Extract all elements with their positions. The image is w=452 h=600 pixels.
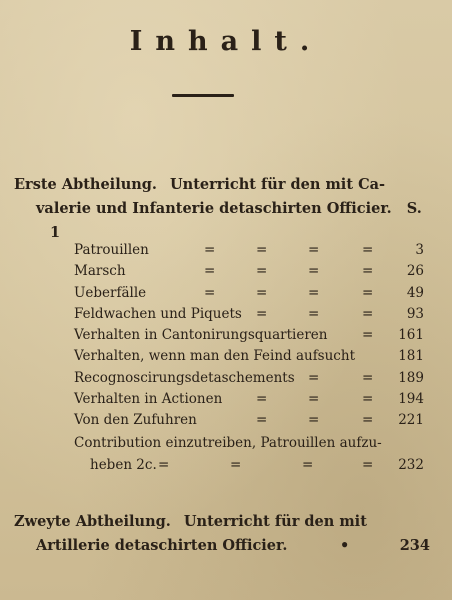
leader-mark: = — [256, 242, 268, 258]
toc-entry-page: 189 — [398, 369, 424, 386]
leader-mark: = — [308, 263, 320, 280]
toc-entry-last-line1: Contribution einzutreiben, Patrouillen aufzu- — [74, 434, 382, 451]
leader-mark: = — [362, 412, 374, 429]
leader-mark: = — [256, 391, 268, 408]
leader-mark: = — [256, 284, 268, 301]
title-rule — [172, 94, 234, 97]
page-title: Inhalt. — [129, 26, 323, 57]
toc-entry — [74, 325, 424, 346]
leader-mark: = — [362, 369, 374, 386]
toc-entry-page: 181 — [398, 348, 424, 365]
leader-mark: = — [230, 456, 242, 473]
toc-entry-list — [74, 240, 424, 432]
toc-entry-page: 26 — [406, 263, 424, 280]
leader-mark: = — [158, 456, 170, 473]
toc-entry — [74, 346, 424, 367]
toc-entry — [74, 240, 424, 261]
leader-mark: = — [204, 284, 216, 301]
leader-mark: = — [256, 305, 268, 322]
section-first-label: Erste Abtheilung. — [14, 176, 157, 193]
leader-mark: = — [308, 391, 320, 408]
toc-entry-title: Verhalten, wenn man den Feind aufsucht — [74, 348, 355, 365]
toc-entry — [74, 304, 424, 325]
toc-entry — [74, 283, 424, 304]
section-second-line2: Artillerie detaschirten Officier. — [36, 537, 288, 554]
leader-mark: = — [362, 391, 374, 408]
section-first-line2: valerie und Infanterie detaschirten Officier. — [36, 200, 392, 217]
toc-entry-page: 49 — [406, 284, 424, 301]
toc-entry — [74, 368, 424, 389]
leader-mark: = — [362, 284, 374, 301]
bullet-dot: • — [340, 537, 350, 554]
leader-mark: = — [204, 242, 216, 258]
leader-mark: = — [308, 305, 320, 322]
toc-entry-title: Feldwachen und Piquets — [74, 305, 242, 322]
leader-mark: = — [308, 369, 320, 386]
toc-entry-title: Verhalten in Cantonirungsquartieren — [74, 327, 328, 344]
section-second-heading — [14, 510, 444, 534]
toc-entry-page: 93 — [406, 305, 424, 322]
toc-entry-last — [74, 432, 424, 476]
toc-entry-page: 161 — [398, 327, 424, 344]
leader-mark: = — [362, 263, 374, 280]
toc-entry-page: 3 — [415, 242, 424, 258]
toc-entry-title: Patrouillen — [74, 242, 149, 258]
leader-mark: = — [362, 327, 374, 344]
toc-entry-last-line2-row — [74, 454, 424, 476]
leader-mark: = — [308, 284, 320, 301]
toc-entries — [74, 240, 424, 476]
toc-entry — [74, 410, 424, 431]
toc-entry-title: Ueberfälle — [74, 284, 147, 301]
leader-mark: = — [308, 242, 320, 258]
toc-entry-last-line2: heben 2c. — [90, 456, 157, 473]
leader-mark: = — [362, 242, 374, 258]
leader-mark: = — [204, 263, 216, 280]
leader-mark: = — [256, 263, 268, 280]
leader-mark: = — [362, 305, 374, 322]
toc-entry-page: 194 — [398, 391, 424, 408]
leader-mark: = — [362, 456, 374, 473]
toc-entry-title: Verhalten in Actionen — [74, 391, 223, 408]
section-first-line2-row — [14, 197, 444, 245]
toc-entry-title: Marsch — [74, 263, 126, 280]
section-first — [14, 173, 444, 245]
toc-entry — [74, 389, 424, 410]
leader-mark: = — [302, 456, 314, 473]
section-first-page: 1 — [50, 224, 61, 241]
toc-entry-page: 221 — [398, 412, 424, 429]
toc-entry-title: Recognoscirungsdetaschements — [74, 369, 295, 386]
section-second-line2-row — [14, 534, 444, 558]
toc-entry-title: Von den Zufuhren — [74, 412, 197, 429]
leader-mark: = — [256, 412, 268, 429]
leader-dots — [74, 261, 424, 282]
section-second-page: 234 — [399, 537, 430, 554]
section-second — [14, 510, 444, 558]
section-first-page-prefix: S. — [406, 200, 422, 217]
leader-mark: = — [308, 412, 320, 429]
section-first-line1: Unterricht für den mit Ca- — [170, 176, 386, 193]
section-first-heading — [14, 173, 444, 197]
toc-entry — [74, 261, 424, 282]
toc-entry-last-page: 232 — [398, 456, 424, 473]
section-second-line1: Unterricht für den mit — [183, 513, 367, 530]
section-second-label: Zweyte Abtheilung. — [14, 513, 171, 530]
